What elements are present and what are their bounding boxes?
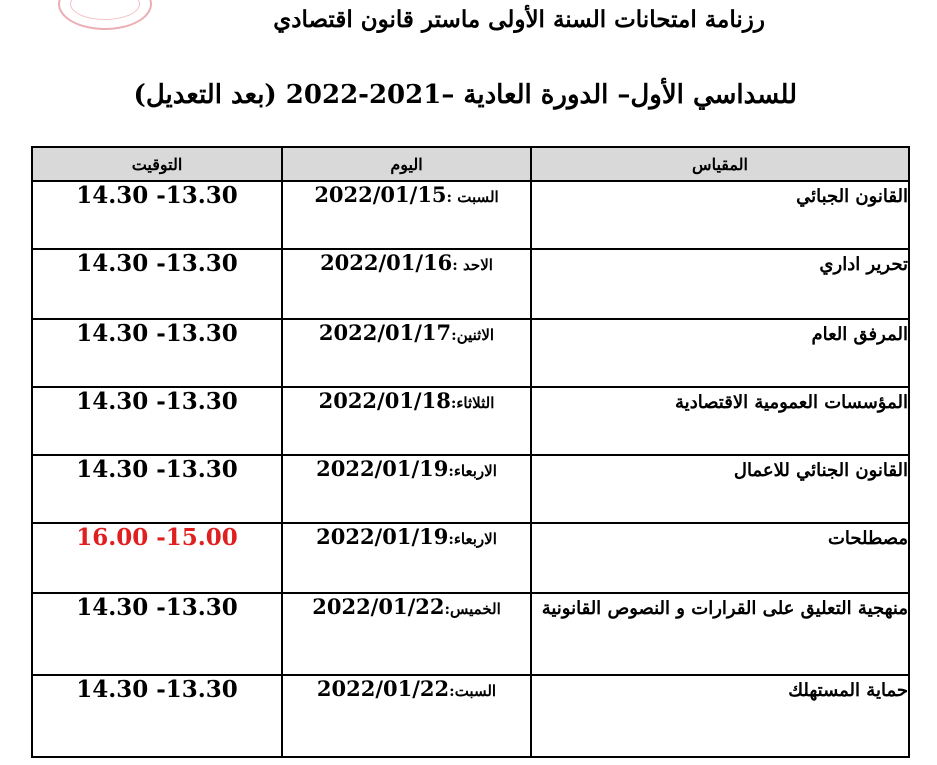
day-name: الاثنين: <box>451 326 495 344</box>
day-name: الاحد : <box>452 256 493 274</box>
day-cell <box>282 249 531 319</box>
exam-date: 2022/01/15 <box>314 182 447 207</box>
day-name: السبت : <box>446 188 499 206</box>
column-header-subject: المقياس <box>531 147 909 181</box>
subject-cell: تحرير اداري <box>531 249 909 319</box>
time-cell: 13.30- 14.30 <box>32 387 282 455</box>
time-cell: 13.30- 14.30 <box>32 249 282 319</box>
time-cell: 13.30- 14.30 <box>32 181 282 249</box>
time-cell: 13.30- 14.30 <box>32 675 282 757</box>
exam-date: 2022/01/19 <box>316 456 449 481</box>
day-cell <box>282 455 531 523</box>
column-header-time: التوقيت <box>32 147 282 181</box>
time-cell-highlighted: 15.00- 16.00 <box>32 523 282 593</box>
day-name: الاربعاء: <box>448 462 497 480</box>
day-name: الثلاثاء: <box>450 394 495 412</box>
day-cell <box>282 387 531 455</box>
column-header-day: اليوم <box>282 147 531 181</box>
table-row <box>32 249 909 319</box>
table-row <box>32 181 909 249</box>
table-row <box>32 319 909 387</box>
exam-schedule-table <box>31 146 910 758</box>
table-row <box>32 675 909 757</box>
day-cell <box>282 593 531 675</box>
day-name: الاربعاء: <box>448 530 497 548</box>
day-cell <box>282 181 531 249</box>
exam-date: 2022/01/22 <box>316 676 450 701</box>
table-row <box>32 455 909 523</box>
time-cell: 13.30- 14.30 <box>32 593 282 675</box>
table-row <box>32 387 909 455</box>
subject-cell: منهجية التعليق على القرارات و النصوص القانونية <box>531 593 909 675</box>
exam-date: 2022/01/18 <box>318 388 451 413</box>
day-name: الخميس: <box>444 600 501 618</box>
time-cell: 13.30- 14.30 <box>32 455 282 523</box>
subject-cell: القانون الجنائي للاعمال <box>531 455 909 523</box>
document-subtitle: للسداسي الأول– الدورة العادية –2021-2022 (بعد التعديل) <box>133 80 797 110</box>
day-cell <box>282 319 531 387</box>
official-stamp-icon <box>58 0 152 30</box>
subject-cell: المرفق العام <box>531 319 909 387</box>
table-header-row <box>32 147 909 181</box>
exam-date: 2022/01/16 <box>320 250 453 275</box>
subject-cell: حماية المستهلك <box>531 675 909 757</box>
day-name: السبت: <box>449 682 497 700</box>
day-cell <box>282 523 531 593</box>
document-title: رزنامة امتحانات السنة الأولى ماستر قانون اقتصادي <box>273 6 765 33</box>
day-cell <box>282 675 531 757</box>
subject-cell: المؤسسات العمومية الاقتصادية <box>531 387 909 455</box>
time-cell: 13.30- 14.30 <box>32 319 282 387</box>
exam-date: 2022/01/19 <box>316 524 449 549</box>
table-row <box>32 593 909 675</box>
exam-date: 2022/01/17 <box>318 320 452 345</box>
exam-date: 2022/01/22 <box>312 594 445 619</box>
subject-cell: القانون الجبائي <box>531 181 909 249</box>
table-row <box>32 523 909 593</box>
subject-cell: مصطلحات <box>531 523 909 593</box>
